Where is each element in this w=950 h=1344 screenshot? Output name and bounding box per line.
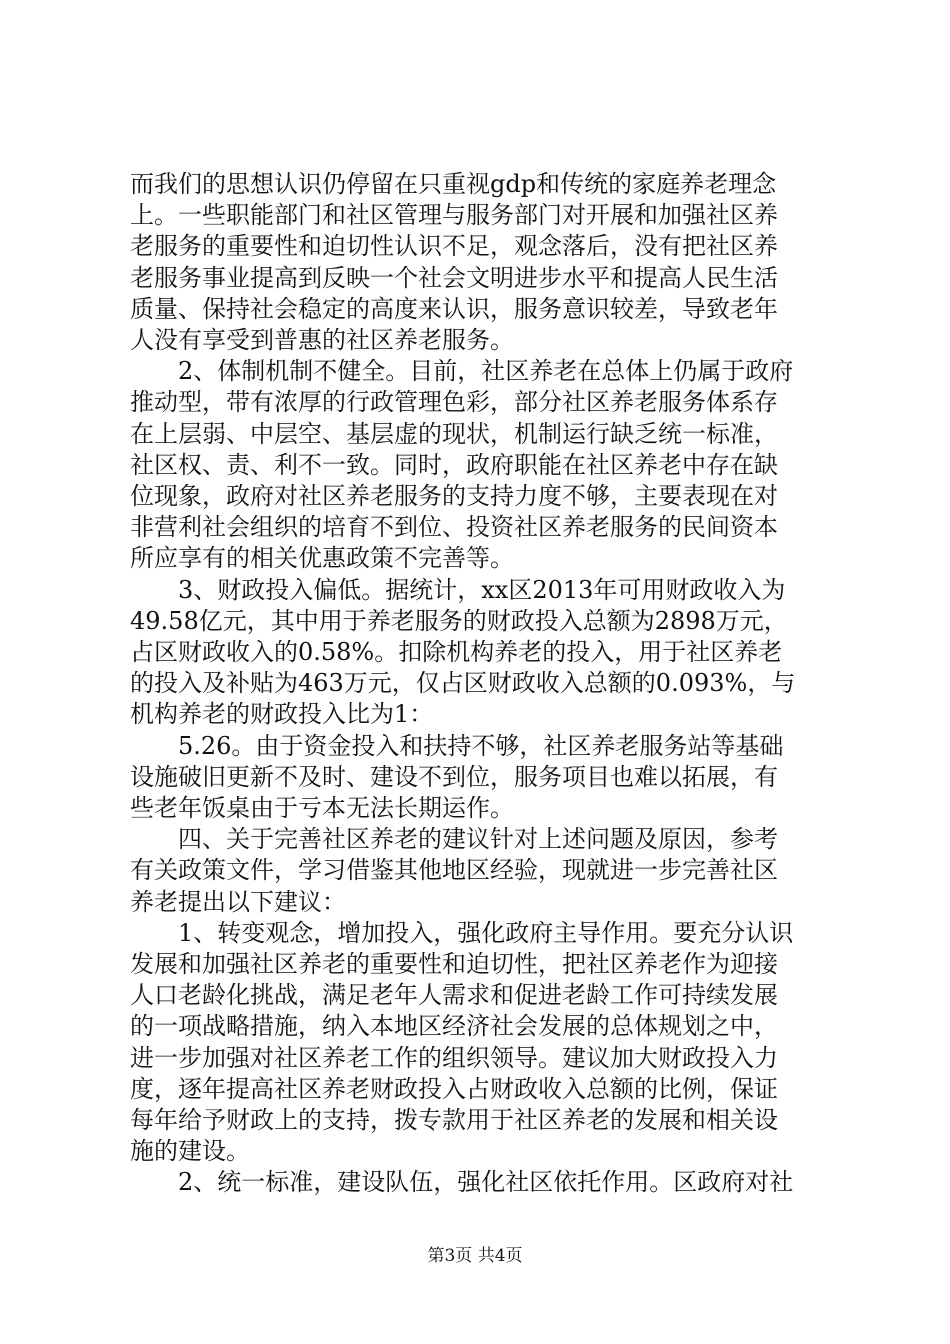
text-line: 的投入及补贴为463万元，仅占区财政收入总额的0.093%，与 — [130, 669, 796, 698]
text-line: 进一步加强对社区养老工作的组织领导。建议加大财政投入力 — [130, 1043, 778, 1072]
text-line: 度，逐年提高社区养老财政投入占财政收入总额的比例，保证 — [130, 1074, 778, 1103]
text-line: 1、转变观念，增加投入，强化政府主导作用。要充分认识 — [130, 918, 794, 947]
page-footer: 第3页 共4页 — [427, 1246, 523, 1266]
text-line: 推动型，带有浓厚的行政管理色彩，部分社区养老服务体系存 — [130, 388, 778, 417]
text-line: 的一项战略措施，纳入本地区经济社会发展的总体规划之中， — [130, 1012, 778, 1041]
text-line: 5.26。由于资金投入和扶持不够，社区养老服务站等基础 — [130, 731, 784, 760]
text-line: 占区财政收入的0.58%。扣除机构养老的投入，用于社区养老 — [130, 638, 783, 666]
text-line: 2、统一标准，建设队伍，强化社区依托作用。区政府对社 — [130, 1168, 794, 1197]
text-line: 49.58亿元，其中用于养老服务的财政投入总额为2898万元， — [130, 606, 788, 635]
text-line: 老服务的重要性和迫切性认识不足，观念落后，没有把社区养 — [130, 232, 778, 261]
text-line: 位现象，政府对社区养老服务的支持力度不够，主要表现在对 — [130, 482, 778, 510]
text-line: 有关政策文件，学习借鉴其他地区经验，现就进一步完善社区 — [130, 856, 778, 885]
text-line: 人口老龄化挑战，满足老年人需求和促进老龄工作可持续发展 — [130, 981, 778, 1010]
text-line: 2、体制机制不健全。目前，社区养老在总体上仍属于政府 — [130, 357, 794, 386]
text-line: 机构养老的财政投入比为1： — [130, 700, 434, 729]
text-line: 设施破旧更新不及时、建设不到位，服务项目也难以拓展，有 — [130, 762, 778, 791]
text-line: 所应享有的相关优惠政策不完善等。 — [130, 544, 514, 573]
text-line: 社区权、责、利不一致。同时，政府职能在社区养老中存在缺 — [130, 450, 778, 479]
text-line: 发展和加强社区养老的重要性和迫切性，把社区养老作为迎接 — [130, 950, 778, 978]
text-line: 3、财政投入偏低。据统计，xx区2013年可用财政收入为 — [130, 575, 786, 604]
text-line: 上。一些职能部门和社区管理与服务部门对开展和加强社区养 — [130, 201, 778, 230]
text-line: 在上层弱、中层空、基层虚的现状，机制运行缺乏统一标准， — [130, 419, 778, 448]
text-line: 施的建设。 — [130, 1137, 250, 1166]
text-line: 质量、保持社会稳定的高度来认识，服务意识较差，导致老年 — [130, 294, 778, 323]
text-line: 老服务事业提高到反映一个社会文明进步水平和提高人民生活 — [130, 263, 778, 292]
text-line: 每年给予财政上的支持，拨专款用于社区养老的发展和相关设 — [130, 1106, 778, 1134]
text-line: 些老年饭桌由于亏本无法长期运作。 — [130, 794, 514, 822]
text-line: 四、关于完善社区养老的建议针对上述问题及原因，参考 — [130, 825, 778, 854]
text-line: 非营利社会组织的培育不到位、投资社区养老服务的民间资本 — [130, 513, 778, 542]
text-line: 而我们的思想认识仍停留在只重视gdp和传统的家庭养老理念 — [130, 170, 777, 198]
text-line: 人没有享受到普惠的社区养老服务。 — [130, 326, 514, 354]
text-line: 养老提出以下建议： — [130, 887, 346, 916]
